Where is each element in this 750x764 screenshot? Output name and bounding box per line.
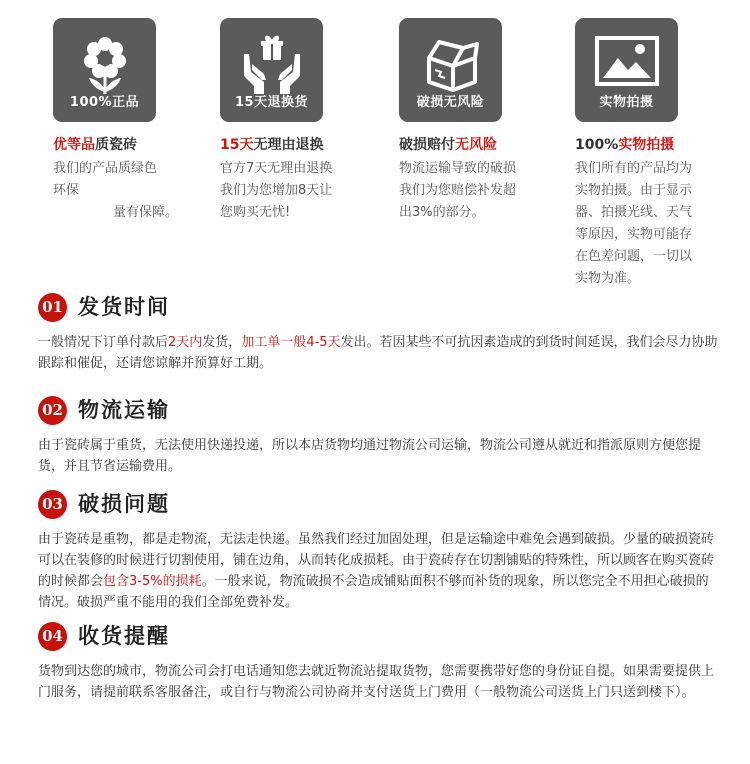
- section-title: 发货时间: [78, 294, 170, 319]
- feature-damage: [399, 18, 569, 224]
- section-header: [38, 396, 720, 426]
- picture-icon: [594, 34, 660, 90]
- section-body: [38, 332, 720, 374]
- feature-description: [399, 158, 569, 224]
- body-text: 发货，: [202, 335, 242, 350]
- feature-title: [53, 135, 223, 155]
- feature-description: [575, 158, 745, 290]
- title-text: 破损赔付: [399, 137, 455, 153]
- section-damage: [38, 490, 720, 613]
- section-shipping-time: [38, 293, 720, 374]
- section-title: 收货提醒: [78, 623, 170, 648]
- title-text: 无理由退换: [253, 137, 324, 153]
- real-photo-badge: [575, 18, 678, 122]
- body-highlight: 加工单一般4-5天: [241, 335, 341, 350]
- feature-description: [220, 158, 390, 224]
- feature-genuine: [53, 18, 223, 224]
- badge-label: 破损无风险: [416, 95, 485, 110]
- section-body: 由于瓷砖属于重货，无法使用快递投递，所以本店货物均通过物流公司运输，物流公司遵从就近和指派原则方便您提货，并且节省运输费用。: [38, 438, 702, 474]
- desc-line: 官方7天无理由退换: [220, 161, 333, 176]
- features-row: [0, 0, 750, 300]
- feature-description: [53, 158, 223, 224]
- feature-title: [220, 135, 390, 155]
- desc-line: 您购买无忧!: [220, 205, 291, 220]
- desc-line: 等原因，实物可能存: [575, 227, 693, 242]
- feature-return: [220, 18, 390, 224]
- body-text: 由于瓷砖是重物，都是走物流，无法走快递。虽然我们经过加固处理，但是运输途中难免会遇到破损。少量的破损瓷砖可以在装修的时候进行切割使用，铺在边角，从而转化成损耗。由于瓷砖存在切割铺贴的特殊性，所以顾客在购买瓷砖的时候都会: [38, 532, 715, 589]
- section-body: 货物到达您的城市，物流公司会打电话通知您去就近物流站提取货物，您需要携带好您的身份证自提。如果需要提供上门服务，请提前联系客服备注，或自行与物流公司协商并支付送货上门费用（一般物流公司送货上门只送到楼下）。: [38, 664, 715, 700]
- desc-line: 我们的产品质绿色: [53, 161, 158, 176]
- desc-line: 我们所有的产品均为: [575, 161, 693, 176]
- section-title: 破损问题: [78, 491, 170, 516]
- feature-real-photo: [575, 18, 745, 290]
- body-highlight: 包含3-5%的损耗: [103, 574, 202, 589]
- desc-line: 实物为准。: [575, 271, 641, 286]
- title-highlight: 无风险: [455, 137, 497, 153]
- title-highlight: 15天: [220, 137, 254, 153]
- desc-line: 实物拍摄。由于显示: [575, 183, 693, 198]
- return-badge: [220, 18, 323, 122]
- damage-badge: [399, 18, 502, 122]
- badge-label: 100%正品: [69, 95, 140, 110]
- body-text: 。一般来说，物流破损不会造成铺贴面积不够而补货的现象，所以您完全不用担心破损的情况。破损严重不能用的我们全部免费补发。: [38, 574, 709, 610]
- section-number-badge: 01: [38, 293, 67, 322]
- broken-box-icon: [419, 34, 483, 94]
- title-highlight: 优等品: [53, 137, 95, 153]
- title-text: 100%: [575, 137, 619, 153]
- title-text: 质瓷砖: [95, 137, 137, 153]
- feature-title: [399, 135, 569, 155]
- section-number-badge: 03: [38, 490, 67, 519]
- desc-line: 我们为您增加8天让: [220, 183, 333, 198]
- desc-line: 物流运输导致的破损: [399, 161, 517, 176]
- body-highlight: 2天内: [168, 335, 203, 350]
- desc-line: 我们为您赔偿补发超: [399, 183, 517, 198]
- section-header: [38, 490, 720, 520]
- desc-line: 量有保障。: [113, 205, 179, 220]
- feature-title: [575, 135, 745, 155]
- genuine-badge: [53, 18, 156, 122]
- body-text: 一般情况下订单付款后: [38, 335, 169, 350]
- section-title: 物流运输: [78, 397, 170, 422]
- desc-line: 环保: [53, 183, 80, 198]
- desc-line: 器、拍摄光线、天气: [575, 205, 693, 220]
- hands-gift-icon: [240, 34, 304, 96]
- badge-label: 15天退换货: [234, 95, 309, 110]
- flower-icon: [75, 34, 135, 96]
- title-highlight: 实物拍摄: [618, 137, 675, 153]
- section-delivery-reminder: [38, 622, 720, 703]
- body-text: 发出。若因某些不可抗因素造成的到货时间延误，我们会尽力协助跟踪和催促，还请您谅解并预算好工期。: [38, 335, 718, 371]
- section-body: [38, 529, 720, 613]
- section-number-badge: 02: [38, 396, 67, 425]
- desc-line: 出3%的部分。: [399, 205, 485, 220]
- section-number-badge: 04: [38, 622, 67, 651]
- badge-label: 实物拍摄: [599, 95, 654, 110]
- section-header: [38, 622, 720, 652]
- section-logistics: [38, 396, 720, 477]
- desc-line: 在色差问题，一切以: [575, 249, 693, 264]
- section-header: [38, 293, 720, 323]
